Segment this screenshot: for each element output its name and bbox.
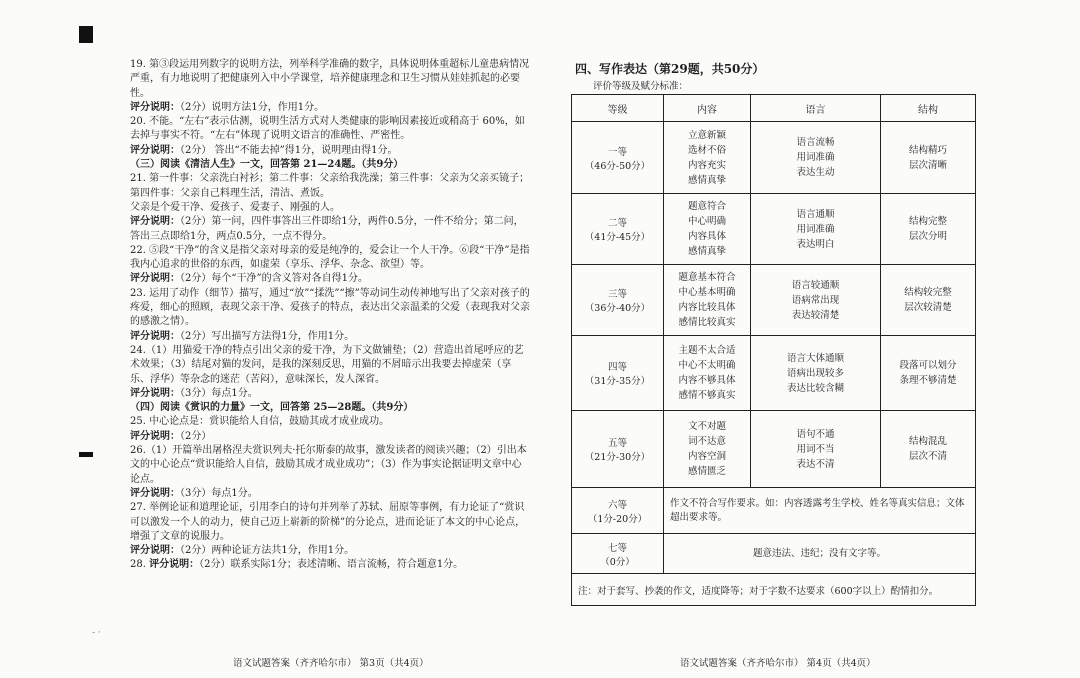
table-note-row xyxy=(572,574,976,606)
left-page-answers xyxy=(130,58,530,573)
language-cell: 语言通顺 用词准确 表达明白 xyxy=(751,194,881,265)
table-row xyxy=(572,265,976,336)
registration-mark xyxy=(79,26,93,43)
grade-cell: 一等 （46分-50分） xyxy=(572,122,664,194)
footer-page-3: 语文试题答案（齐齐哈尔市） 第3页（共4页） xyxy=(233,658,429,669)
table-row xyxy=(572,122,976,194)
writing-section-title: 四、写作表达（第29题，共50分） xyxy=(575,62,765,76)
structure-cell: 结构较完整 层次较清楚 xyxy=(881,265,976,336)
grade-cell: 四等 （31分-35分） xyxy=(572,336,664,411)
table-row xyxy=(572,336,976,411)
scoring-25: 评分说明：（2分） xyxy=(130,430,212,442)
grade-cell: 七等 （0分） xyxy=(572,534,664,574)
structure-cell: 段落可以划分 条理不够清楚 xyxy=(881,336,976,411)
table-note: 注：对于套写、抄袭的作文，适度降等；对于字数不达要求（600字以上）酌情扣分。 xyxy=(572,574,976,606)
header-structure: 结构 xyxy=(881,95,976,122)
grade-cell: 二等 （41分-45分） xyxy=(572,194,664,265)
table-row xyxy=(572,194,976,265)
section-3-heading: （三）阅读《清洁人生》一文，回答第 21—24题。（共9分） xyxy=(130,159,404,171)
language-cell: 语言流畅 用词准确 表达生动 xyxy=(751,122,881,194)
grading-standard-subtitle: 评价等级及赋分标准： xyxy=(593,81,689,92)
answer-20: 20. 不能。“左右”表示估测，说明生活方式对人类健康的影响因素接近或稍高于 60%，如去掉与事实不符。“左右”体现了说明文语言的准确性、严密性。 xyxy=(130,116,525,142)
scoring-23: 评分说明：（2分）写出描写方法得1分，作用1分。 xyxy=(130,330,355,342)
content-cell: 题意符合 中心明确 内容具体 感情真挚 xyxy=(664,194,751,265)
scoring-24: 评分说明：（3分）每点1分。 xyxy=(130,387,258,399)
table-header-row xyxy=(572,95,976,122)
content-cell: 立意新颖 选材不俗 内容充实 感情真挚 xyxy=(664,122,751,194)
header-grade: 等级 xyxy=(572,95,664,122)
answer-21: 21. 第一件事：父亲洗白衬衫；第二件事：父亲给我洗澡；第三件事：父亲为父亲买镜子；第四件事：父亲自己料理生活，清洁、煮饭。 xyxy=(130,173,530,199)
grade-cell: 三等 （36分-40分） xyxy=(572,265,664,336)
scoring-20: 评分说明：（2分） 答出“不能去掉”得1分，说明理由得1分。 xyxy=(130,144,398,156)
grade7-description: 题意违法、违纪；没有文字等。 xyxy=(664,534,976,574)
answer-22: 22. ⑤段“干净”的含义是指父亲对母亲的爱是纯净的，爱会让一个人干净。⑥段“干净”是指我内心追求的世俗的东西，如虚荣（享乐、浮华、杂念、欲望）等。 xyxy=(130,244,530,271)
grade6-description: 作文不符合写作要求。如：内容透露考生学校、姓名等真实信息；文体超出要求等。 xyxy=(664,488,976,534)
scoring-26: 评分说明：（3分）每点1分。 xyxy=(130,487,258,499)
grade-cell: 五等 （21分-30分） xyxy=(572,411,664,488)
table-row-grade6 xyxy=(572,488,976,534)
scoring-28: 28. 评分说明：（2分）联系实际1分；表述清晰、语言流畅，符合题意1分。 xyxy=(130,559,464,571)
header-content: 内容 xyxy=(664,95,751,122)
section-4-heading: （四）阅读《赏识的力量》一文，回答第 25—28题。（共9分） xyxy=(130,402,414,414)
answer-24: 24.（1）用猫爱干净的特点引出父亲的爱干净，为下文做铺垫；（2）营造出首尾呼应的艺术效果；（3）结尾对猫的发问，是我的深刻反思，用猫的不屑暗示出我要去掉虚荣（享乐、浮华）等杂念的迷茫（苦闷），意味深长，发人深省。 xyxy=(130,344,524,385)
registration-dash xyxy=(79,452,93,457)
language-cell: 语句不通 用词不当 表达不清 xyxy=(751,411,881,488)
answer-25: 25. 中心论点是：赏识能给人自信，鼓励其成才成业成功。 xyxy=(130,416,390,428)
scoring-19: 评分说明：（2分）说明方法1分，作用1分。 xyxy=(130,101,325,113)
scoring-22: 评分说明：（2分）每个“干净”的含义答对各自得1分。 xyxy=(130,273,368,285)
table-row-grade7 xyxy=(572,534,976,574)
scan-specks: - · xyxy=(92,628,101,638)
scoring-21: 评分说明：（2分）第一问，四件事答出三件即给1分，两件0.5分，一件不给分；第二问，答出三点即给1分，两点0.5分，一点不得分。 xyxy=(130,216,524,242)
answer-19: 19. 第③段运用列数字的说明方法，列举科学准确的数字，具体说明体重超标儿童患病情况严重，有力地说明了把健康列入中小学课堂，培养健康理念和卫生习惯从娃娃抓起的必要性。 xyxy=(130,59,530,99)
structure-cell: 结构混乱 层次不清 xyxy=(881,411,976,488)
content-cell: 文不对题 词不达意 内容空洞 感情匮乏 xyxy=(664,411,751,488)
structure-cell: 结构完整 层次分明 xyxy=(881,194,976,265)
answer-26: 26.（1）开篇举出屠格涅夫赏识列夫·托尔斯泰的故事，激发读者的阅读兴趣；（2）引出本文的中心论点“赏识能给人自信，鼓励其成才成业成功”；（3）作为事实论据证明文章中心论点。 xyxy=(130,445,527,485)
answer-23: 23. 运用了动作（细节）描写，通过“放”“揉洗”“擦”等动词生动传神地写出了父亲对孩子的疼爱，细心的照顾，表现父亲干净、爱孩子的特点，表达出父亲温柔的父爱（表现我对父亲的感激之情）。 xyxy=(130,287,530,328)
language-cell: 语言大体通顺 语病出现较多 表达比较含糊 xyxy=(751,336,881,411)
content-cell: 题意基本符合 中心基本明确 内容比较具体 感情比较真实 xyxy=(664,265,751,336)
answer-27: 27. 举例论证和道理论证，引用李白的诗句并列举了苏轼、屈原等事例，有力论证了“赏识可以激发一个人的动力，使自己迈上崭新的阶梯”的分论点，进而论证了本文的中心论点，增强了文章的说服力。 xyxy=(130,502,526,542)
header-language: 语言 xyxy=(751,95,881,122)
scoring-27: 评分说明：（2分）两种论证方法共1分，作用1分。 xyxy=(130,545,355,557)
structure-cell: 结构精巧 层次清晰 xyxy=(881,122,976,194)
right-page-header xyxy=(575,60,975,92)
language-cell: 语言较通顺 语病常出现 表达较清楚 xyxy=(751,265,881,336)
table-row xyxy=(572,411,976,488)
answer-21-summary: 父亲是个爱干净、爱孩子、爱妻子、刚强的人。 xyxy=(130,201,340,213)
grading-table xyxy=(571,94,976,606)
content-cell: 主题不太合适 中心不太明确 内容不够具体 感情不够真实 xyxy=(664,336,751,411)
grade-cell: 六等 （1分-20分） xyxy=(572,488,664,534)
footer-page-4: 语文试题答案（齐齐哈尔市） 第4页（共4页） xyxy=(680,658,876,669)
